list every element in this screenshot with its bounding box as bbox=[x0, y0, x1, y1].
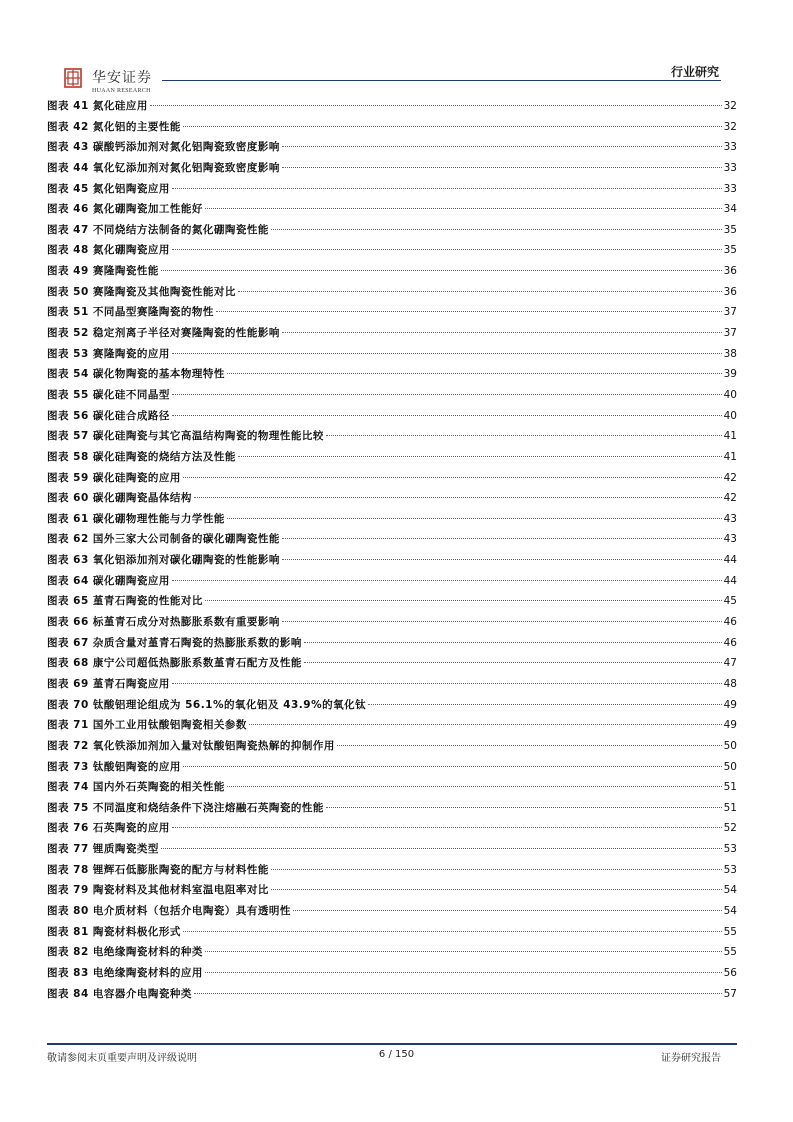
toc-entry[interactable] bbox=[47, 426, 737, 447]
toc-entry[interactable] bbox=[47, 385, 737, 406]
toc-dot-leader bbox=[282, 559, 722, 560]
toc-dot-leader bbox=[172, 683, 722, 684]
toc-entry-label[interactable]: 图表 45 氮化铝陶瓷应用 bbox=[47, 182, 170, 195]
toc-entry-page[interactable]: 49 bbox=[723, 698, 737, 711]
toc-entry[interactable] bbox=[47, 880, 737, 901]
toc-entry-page[interactable]: 44 bbox=[723, 554, 737, 567]
toc-dot-leader bbox=[238, 291, 722, 292]
toc-entry[interactable] bbox=[47, 839, 737, 860]
toc-entry-page[interactable]: 53 bbox=[723, 843, 737, 856]
toc-entry-page[interactable]: 50 bbox=[723, 760, 737, 773]
toc-dot-leader bbox=[172, 580, 722, 581]
toc-dot-leader bbox=[271, 869, 722, 870]
toc-entry-page[interactable]: 57 bbox=[723, 987, 737, 1000]
toc-entry-label[interactable]: 图表 43 碳酸钙添加剂对氮化铝陶瓷致密度影响 bbox=[47, 141, 280, 154]
toc-entry-page[interactable]: 33 bbox=[723, 161, 737, 174]
toc-dot-leader bbox=[227, 786, 722, 787]
toc-entry-page[interactable]: 55 bbox=[723, 946, 737, 959]
toc-entry[interactable] bbox=[47, 901, 737, 922]
toc-entry[interactable] bbox=[47, 963, 737, 984]
toc-dot-leader bbox=[282, 332, 722, 333]
toc-entry[interactable] bbox=[47, 922, 737, 943]
toc-entry[interactable] bbox=[47, 179, 737, 200]
toc-dot-leader bbox=[205, 208, 722, 209]
toc-entry-page[interactable]: 52 bbox=[723, 822, 737, 835]
toc-entry[interactable] bbox=[47, 715, 737, 736]
toc-entry[interactable] bbox=[47, 591, 737, 612]
toc-entry[interactable] bbox=[47, 942, 737, 963]
toc-entry-label[interactable]: 图表 80 电介质材料（包括介电陶瓷）具有透明性 bbox=[47, 904, 291, 917]
table-of-figures bbox=[47, 96, 737, 1004]
toc-entry-label[interactable]: 图表 63 氧化铝添加剂对碳化硼陶瓷的性能影响 bbox=[47, 554, 280, 567]
toc-entry-label[interactable]: 图表 52 稳定剂离子半径对赛隆陶瓷的性能影响 bbox=[47, 327, 280, 340]
toc-entry-label[interactable]: 图表 50 赛隆陶瓷及其他陶瓷性能对比 bbox=[47, 285, 236, 298]
toc-entry-page[interactable]: 48 bbox=[723, 677, 737, 690]
toc-dot-leader bbox=[172, 827, 722, 828]
toc-dot-leader bbox=[271, 889, 722, 890]
toc-entry-page[interactable]: 50 bbox=[723, 739, 737, 752]
toc-entry[interactable] bbox=[47, 220, 737, 241]
toc-entry-label[interactable]: 图表 41 氮化硅应用 bbox=[47, 100, 148, 112]
toc-entry-page[interactable]: 49 bbox=[723, 719, 737, 732]
toc-entry[interactable] bbox=[47, 633, 737, 654]
toc-entry-label[interactable]: 图表 58 碳化硅陶瓷的烧结方法及性能 bbox=[47, 450, 236, 463]
toc-dot-leader bbox=[249, 724, 722, 725]
toc-entry[interactable] bbox=[47, 777, 737, 798]
header-divider bbox=[162, 80, 721, 81]
toc-entry-label[interactable]: 图表 62 国外三家大公司制备的碳化硼陶瓷性能 bbox=[47, 533, 280, 546]
toc-entry-page[interactable]: 42 bbox=[723, 471, 737, 484]
toc-dot-leader bbox=[205, 600, 722, 601]
toc-entry-label[interactable]: 图表 42 氮化铝的主要性能 bbox=[47, 120, 181, 133]
toc-entry[interactable] bbox=[47, 282, 737, 303]
toc-dot-leader bbox=[183, 477, 722, 478]
toc-entry-label[interactable]: 图表 82 电绝缘陶瓷材料的种类 bbox=[47, 946, 203, 959]
toc-entry[interactable] bbox=[47, 550, 737, 571]
toc-entry[interactable] bbox=[47, 818, 737, 839]
toc-entry-page[interactable]: 34 bbox=[723, 203, 737, 216]
toc-dot-leader bbox=[326, 435, 722, 436]
footer-divider bbox=[47, 1043, 737, 1045]
toc-entry[interactable] bbox=[47, 571, 737, 592]
toc-entry-label[interactable]: 图表 44 氧化钇添加剂对氮化铝陶瓷致密度影响 bbox=[47, 161, 280, 174]
toc-entry-label[interactable]: 图表 46 氮化硼陶瓷加工性能好 bbox=[47, 203, 203, 216]
toc-entry[interactable] bbox=[47, 860, 737, 881]
toc-entry-label[interactable]: 图表 53 赛隆陶瓷的应用 bbox=[47, 347, 170, 360]
toc-entry-label[interactable]: 图表 72 氧化铁添加剂加入量对钛酸铝陶瓷热解的抑制作用 bbox=[47, 739, 335, 752]
toc-entry-label[interactable]: 图表 77 锂质陶瓷类型 bbox=[47, 843, 159, 856]
toc-entry-label[interactable]: 图表 75 不同温度和烧结条件下浇注熔融石英陶瓷的性能 bbox=[47, 801, 324, 814]
toc-entry[interactable] bbox=[47, 674, 737, 695]
toc-entry-label[interactable]: 图表 60 碳化硼陶瓷晶体结构 bbox=[47, 492, 192, 505]
toc-entry-label[interactable]: 图表 49 赛隆陶瓷性能 bbox=[47, 265, 159, 278]
toc-entry-page[interactable]: 51 bbox=[723, 801, 737, 814]
toc-entry-page[interactable]: 35 bbox=[723, 244, 737, 257]
toc-dot-leader bbox=[205, 972, 722, 973]
footer-doc-type: 证券研究报告 bbox=[661, 1053, 721, 1064]
toc-entry[interactable] bbox=[47, 364, 737, 385]
toc-entry-label[interactable]: 图表 76 石英陶瓷的应用 bbox=[47, 822, 170, 835]
toc-dot-leader bbox=[172, 353, 722, 354]
toc-entry-label[interactable]: 图表 55 碳化硅不同晶型 bbox=[47, 388, 170, 401]
toc-dot-leader bbox=[271, 229, 722, 230]
toc-entry-page[interactable]: 46 bbox=[723, 616, 737, 629]
toc-entry-label[interactable]: 图表 71 国外工业用钛酸铝陶瓷相关参数 bbox=[47, 719, 247, 732]
toc-entry[interactable] bbox=[47, 488, 737, 509]
toc-entry-label[interactable]: 图表 83 电绝缘陶瓷材料的应用 bbox=[47, 966, 203, 979]
toc-entry-label[interactable]: 图表 84 电容器介电陶瓷种类 bbox=[47, 987, 192, 1000]
toc-entry[interactable] bbox=[47, 757, 737, 778]
toc-entry-page[interactable]: 44 bbox=[723, 574, 737, 587]
toc-entry-page[interactable]: 36 bbox=[723, 285, 737, 298]
toc-entry-label[interactable]: 图表 57 碳化硅陶瓷与其它高温结构陶瓷的物理性能比较 bbox=[47, 430, 324, 443]
toc-dot-leader bbox=[194, 497, 722, 498]
toc-entry-label[interactable]: 图表 64 碳化硼陶瓷应用 bbox=[47, 574, 170, 587]
toc-entry-label[interactable]: 图表 68 康宁公司超低热膨胀系数堇青石配方及性能 bbox=[47, 657, 302, 670]
toc-entry-page[interactable]: 35 bbox=[723, 223, 737, 236]
toc-entry-page[interactable]: 41 bbox=[723, 450, 737, 463]
toc-dot-leader bbox=[172, 394, 722, 395]
toc-entry[interactable] bbox=[47, 509, 737, 530]
toc-entry-page[interactable]: 40 bbox=[723, 388, 737, 401]
toc-entry-page[interactable]: 46 bbox=[723, 636, 737, 649]
toc-dot-leader bbox=[161, 270, 722, 271]
toc-entry-label[interactable]: 图表 65 堇青石陶瓷的性能对比 bbox=[47, 595, 203, 608]
toc-entry-page[interactable]: 39 bbox=[723, 368, 737, 381]
toc-dot-leader bbox=[172, 415, 722, 416]
toc-dot-leader bbox=[282, 167, 722, 168]
toc-dot-leader bbox=[368, 704, 722, 705]
toc-dot-leader bbox=[183, 766, 722, 767]
toc-entry-label[interactable]: 图表 48 氮化硼陶瓷应用 bbox=[47, 244, 170, 257]
toc-entry-label[interactable]: 图表 51 不同晶型赛隆陶瓷的物性 bbox=[47, 306, 214, 319]
toc-dot-leader bbox=[161, 848, 722, 849]
toc-entry-label[interactable]: 图表 70 钛酸铝理论组成为 56.1%的氧化铝及 43.9%的氧化钛 bbox=[47, 698, 367, 711]
toc-entry-label[interactable]: 图表 47 不同烧结方法制备的氮化硼陶瓷性能 bbox=[47, 223, 269, 236]
toc-entry-label[interactable]: 图表 74 国内外石英陶瓷的相关性能 bbox=[47, 781, 225, 794]
toc-entry-page[interactable]: 32 bbox=[723, 120, 737, 133]
toc-dot-leader bbox=[183, 931, 722, 932]
toc-dot-leader bbox=[326, 807, 722, 808]
toc-entry-page[interactable]: 33 bbox=[723, 141, 737, 154]
toc-entry-page[interactable]: 33 bbox=[723, 182, 737, 195]
toc-entry-label[interactable]: 图表 66 标堇青石成分对热膨胀系数有重要影响 bbox=[47, 616, 280, 629]
toc-entry-page[interactable]: 43 bbox=[723, 533, 737, 546]
toc-entry[interactable] bbox=[47, 468, 737, 489]
toc-dot-leader bbox=[183, 126, 722, 127]
toc-entry[interactable] bbox=[47, 323, 737, 344]
toc-dot-leader bbox=[304, 662, 722, 663]
toc-entry[interactable] bbox=[47, 344, 737, 365]
toc-entry[interactable] bbox=[47, 612, 737, 633]
toc-entry[interactable] bbox=[47, 653, 737, 674]
toc-dot-leader bbox=[205, 951, 722, 952]
toc-entry-page[interactable]: 54 bbox=[723, 904, 737, 917]
toc-entry-page[interactable]: 38 bbox=[723, 347, 737, 360]
toc-entry-page[interactable]: 45 bbox=[723, 595, 737, 608]
toc-entry-page[interactable]: 37 bbox=[723, 327, 737, 340]
toc-dot-leader bbox=[172, 249, 722, 250]
toc-dot-leader bbox=[304, 642, 722, 643]
toc-entry[interactable] bbox=[47, 736, 737, 757]
toc-entry-label[interactable]: 图表 78 锂辉石低膨胀陶瓷的配方与材料性能 bbox=[47, 863, 269, 876]
toc-entry[interactable] bbox=[47, 798, 737, 819]
toc-entry-page[interactable]: 37 bbox=[723, 306, 737, 319]
toc-entry[interactable] bbox=[47, 137, 737, 158]
toc-dot-leader bbox=[337, 745, 722, 746]
page-number: 6 / 150 bbox=[378, 1049, 415, 1060]
toc-dot-leader bbox=[194, 993, 722, 994]
toc-entry-page[interactable]: 40 bbox=[723, 409, 737, 422]
footer-disclaimer: 敬请参阅末页重要声明及评级说明 bbox=[47, 1053, 197, 1064]
toc-entry-page[interactable]: 41 bbox=[723, 430, 737, 443]
toc-dot-leader bbox=[293, 910, 722, 911]
toc-dot-leader bbox=[282, 621, 722, 622]
toc-entry-page[interactable]: 32 bbox=[723, 100, 737, 112]
toc-entry[interactable] bbox=[47, 984, 737, 1005]
logo-wordmark: 华安证券 bbox=[92, 70, 152, 86]
toc-entry-label[interactable]: 图表 67 杂质含量对堇青石陶瓷的热膨胀系数的影响 bbox=[47, 636, 302, 649]
toc-entry[interactable] bbox=[47, 447, 737, 468]
toc-dot-leader bbox=[227, 373, 722, 374]
toc-entry-label[interactable]: 图表 81 陶瓷材料极化形式 bbox=[47, 925, 181, 938]
toc-dot-leader bbox=[227, 518, 722, 519]
toc-entry[interactable] bbox=[47, 529, 737, 550]
toc-dot-leader bbox=[282, 538, 722, 539]
toc-entry-page[interactable]: 42 bbox=[723, 492, 737, 505]
toc-dot-leader bbox=[238, 456, 722, 457]
toc-dot-leader bbox=[150, 105, 722, 106]
huaan-logo-icon bbox=[64, 68, 82, 88]
toc-entry[interactable] bbox=[47, 240, 737, 261]
toc-entry-label[interactable]: 图表 56 碳化硅合成路径 bbox=[47, 409, 170, 422]
toc-entry-label[interactable]: 图表 59 碳化硅陶瓷的应用 bbox=[47, 471, 181, 484]
toc-entry-page[interactable]: 51 bbox=[723, 781, 737, 794]
section-title: 行业研究 bbox=[670, 65, 719, 79]
toc-entry[interactable] bbox=[47, 695, 737, 716]
toc-entry-page[interactable]: 47 bbox=[723, 657, 737, 670]
toc-entry[interactable] bbox=[47, 406, 737, 427]
toc-entry[interactable] bbox=[47, 117, 737, 138]
toc-entry[interactable] bbox=[47, 261, 737, 282]
toc-entry-page[interactable]: 43 bbox=[723, 512, 737, 525]
toc-entry-label[interactable]: 图表 79 陶瓷材料及其他材料室温电阻率对比 bbox=[47, 884, 269, 897]
logo-subtitle: HUAAN RESEARCH bbox=[92, 88, 151, 94]
toc-entry-page[interactable]: 56 bbox=[723, 966, 737, 979]
toc-dot-leader bbox=[282, 146, 722, 147]
toc-entry-page[interactable]: 55 bbox=[723, 925, 737, 938]
toc-entry[interactable] bbox=[47, 96, 737, 117]
toc-dot-leader bbox=[172, 188, 722, 189]
toc-entry-label[interactable]: 图表 69 堇青石陶瓷应用 bbox=[47, 677, 170, 690]
toc-entry-label[interactable]: 图表 54 碳化物陶瓷的基本物理特性 bbox=[47, 368, 225, 381]
toc-entry-page[interactable]: 53 bbox=[723, 863, 737, 876]
toc-entry[interactable] bbox=[47, 302, 737, 323]
toc-entry-label[interactable]: 图表 61 碳化硼物理性能与力学性能 bbox=[47, 512, 225, 525]
toc-dot-leader bbox=[216, 311, 722, 312]
toc-entry[interactable] bbox=[47, 199, 737, 220]
toc-entry-page[interactable]: 36 bbox=[723, 265, 737, 278]
toc-entry[interactable] bbox=[47, 158, 737, 179]
toc-entry-page[interactable]: 54 bbox=[723, 884, 737, 897]
toc-entry-label[interactable]: 图表 73 钛酸铝陶瓷的应用 bbox=[47, 760, 181, 773]
